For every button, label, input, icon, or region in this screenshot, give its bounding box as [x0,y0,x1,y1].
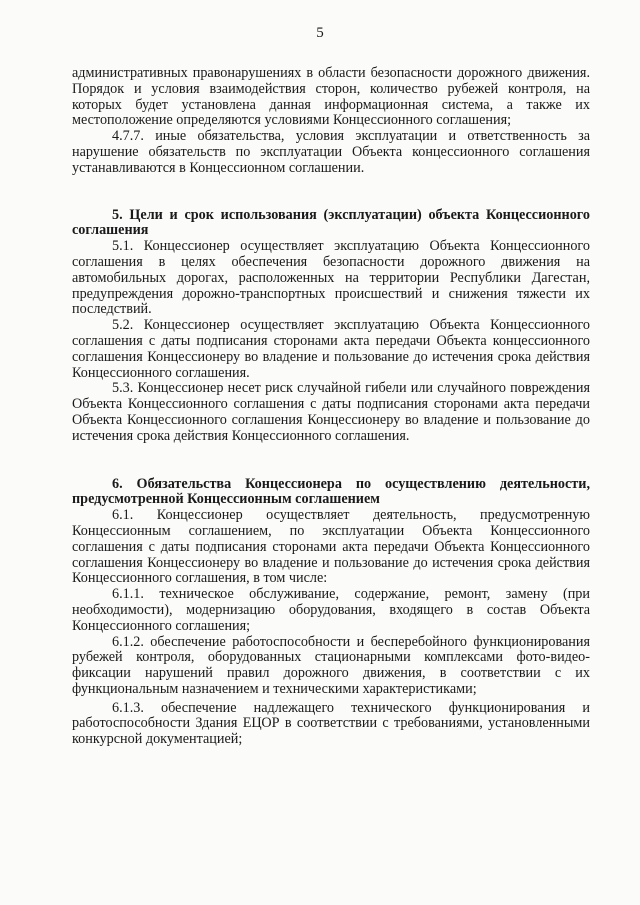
paragraph-5-1: 5.1. Концессионер осуществляет эксплуатацию Объекта Концессионного соглашения в целях обеспечения безопасности дорожного движения на автомобильных дорогах, расположенных на территории Республики Дагестан, предупреждения дорожно-транспортных происшествий и снижения тяжести их последствий. [72,238,590,318]
paragraph-6-1-3: 6.1.3. обеспечение надлежащего технического функционирования и работоспособности Здания ЕЦОР в соответствии с требованиями, установленными конкурсной документацией; [72,699,590,748]
section-5-heading: 5. Цели и срок использования (эксплуатации) объекта Концессионного соглашения [72,206,590,239]
spacer [72,445,590,477]
spacer [72,177,590,208]
paragraph-6-1: 6.1. Концессионер осуществляет деятельность, предусмотренную Концессионным соглашением, по эксплуатации Объекта Концессионного соглашения с даты подписания сторонами акта передачи Объекта Концессионного соглашения Концессионеру во владение и пользование до истечения срока действия Концессионного соглашения, в том числе: [72,507,590,587]
paragraph-4-7-7: 4.7.7. иные обязательства, условия эксплуатации и ответственность за нарушение обязательств по эксплуатации Объекта концессионного соглашения устанавливаются в Концессионном соглашении. [72,128,590,176]
paragraph-5-2: 5.2. Концессионер осуществляет эксплуатацию Объекта Концессионного соглашения с даты подписания сторонами акта передачи Объекта концессионного соглашения Концессионеру во владение и пользование до истечения срока действия Концессионного соглашения. [72,317,590,381]
document-body [72,66,590,748]
paragraph-5-3: 5.3. Концессионер несет риск случайной гибели или случайного повреждения Объекта Концессионного соглашения с даты подписания сторонами акта передачи Объекта Концессионного соглашения Концессионеру во владение и пользование до истечения срока действия Концессионного соглашения. [72,380,590,444]
section-6-heading: 6. Обязательства Концессионера по осуществлению деятельности, предусмотренной Концессионным соглашением [72,475,590,508]
paragraph-6-1-1: 6.1.1. техническое обслуживание, содержание, ремонт, замену (при необходимости), модернизацию оборудования, входящего в состав Объекта Концессионного соглашения; [72,586,590,634]
paragraph-6-1-2: 6.1.2. обеспечение работоспособности и бесперебойного функционирования рубежей контроля, оборудованных стационарными комплексами фото-видео-фиксации нарушений правил дорожного движения, в соответствии с их функциональным назначением и техническими характеристиками; [72,633,590,697]
page-number: 5 [316,25,324,41]
paragraph-continued: административных правонарушениях в области безопасности дорожного движения. Порядок и условия взаимодействия сторон, количество рубежей контроля, на которых будет установлена данная информационная система, а также их местоположение определяются условиями Концессионного соглашения; [72,65,590,129]
